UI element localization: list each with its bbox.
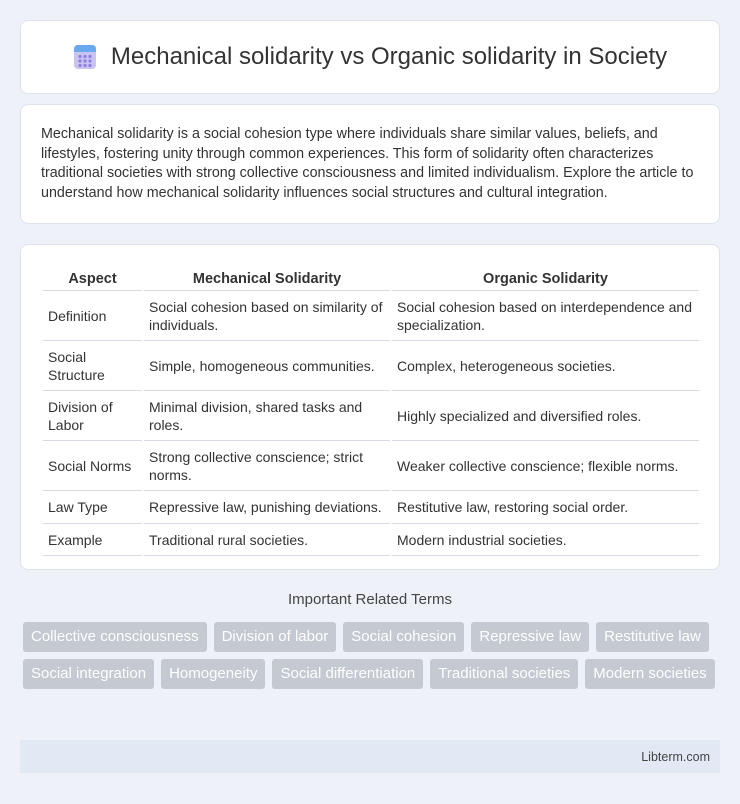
title-wrap [73,43,667,71]
table-cell-organic: Highly specialized and diversified roles. [392,393,699,441]
tag-repressive-law[interactable]: Repressive law [471,622,589,652]
table-header-row [43,267,699,291]
table-cell-organic: Complex, heterogeneous societies. [392,343,699,391]
table-row [43,493,699,524]
table-cell-aspect: Division of Labor [43,393,142,441]
column-header-mechanical: Mechanical Solidarity [144,267,390,291]
table-row [43,293,699,341]
table-row [43,393,699,441]
footer-brand-link[interactable]: Libterm.com [641,749,710,764]
footer [20,740,720,773]
tag-modern-societies[interactable]: Modern societies [585,659,714,689]
related-terms-title: Important Related Terms [288,591,452,608]
table-cell-aspect: Law Type [43,493,142,524]
table-cell-mechanical: Repressive law, punishing deviations. [144,493,390,524]
header-card [20,20,720,94]
table-cell-organic: Social cohesion based on interdependence and specialization. [392,293,699,341]
table-cell-mechanical: Traditional rural societies. [144,526,390,557]
table-row [43,526,699,557]
comparison-table [41,265,701,558]
intro-paragraph: Mechanical solidarity is a social cohesion type where individuals share similar values, beliefs, and lifestyles, fostering unity through common experiences. This form of solidarity often characterizes traditional societies with strong collective consciousness and limited individualism. Explore the article to understand how mechanical solidarity influences social structures and cultural integration. [41,126,694,201]
table-cell-mechanical: Strong collective conscience; strict norms. [144,443,390,491]
tag-social-integration[interactable]: Social integration [23,659,154,689]
related-terms-list [23,622,723,689]
column-header-organic: Organic Solidarity [392,267,699,291]
table-cell-organic: Restitutive law, restoring social order. [392,493,699,524]
table-cell-organic: Modern industrial societies. [392,526,699,557]
tag-restitutive-law[interactable]: Restitutive law [596,622,709,652]
table-row [43,343,699,391]
table-cell-organic: Weaker collective conscience; flexible norms. [392,443,699,491]
table-cell-aspect: Example [43,526,142,557]
table-cell-aspect: Social Norms [43,443,142,491]
tag-division-of-labor[interactable]: Division of labor [214,622,337,652]
column-header-aspect: Aspect [43,267,142,291]
table-cell-mechanical: Minimal division, shared tasks and roles. [144,393,390,441]
tag-social-differentiation[interactable]: Social differentiation [272,659,423,689]
table-cell-mechanical: Simple, homogeneous communities. [144,343,390,391]
page-title: Mechanical solidarity vs Organic solidarity in Society [110,43,668,70]
tag-collective-consciousness[interactable]: Collective consciousness [23,622,207,652]
table-cell-mechanical: Social cohesion based on similarity of individuals. [144,293,390,341]
comparison-table-card [20,244,720,570]
table-row [43,443,699,491]
tag-homogeneity[interactable]: Homogeneity [161,659,265,689]
table-cell-aspect: Social Structure [43,343,142,391]
table-cell-aspect: Definition [43,293,142,341]
calculator-icon [73,44,97,70]
intro-card [20,104,720,224]
tag-traditional-societies[interactable]: Traditional societies [430,659,578,689]
tag-social-cohesion[interactable]: Social cohesion [343,622,464,652]
